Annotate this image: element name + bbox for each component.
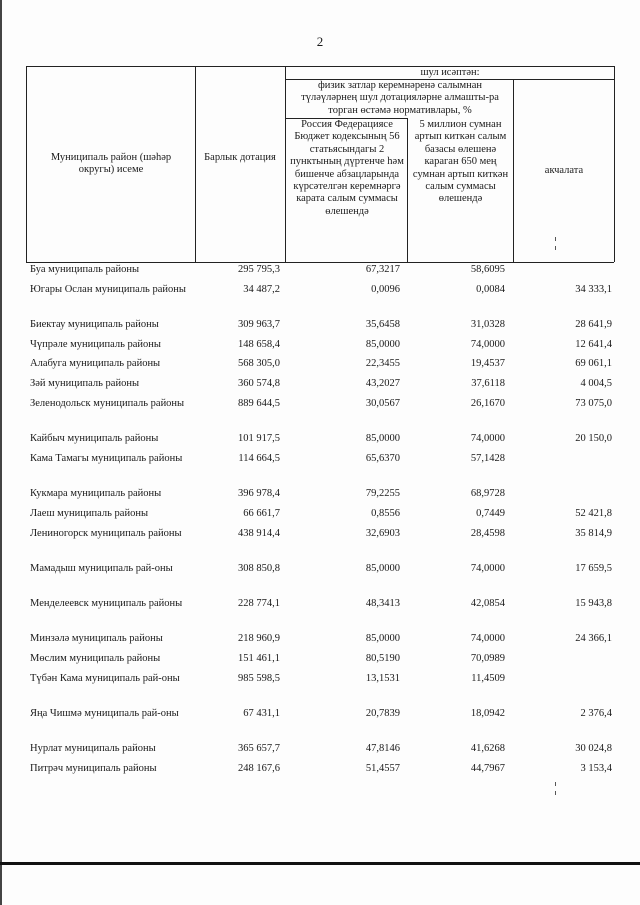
header-sub1: Россия Федерациясе Бюджет кодексының 56 статьясындагы 2 пунктының дүртенче һәм бишенче абзацларында күрсәтелгән керемнәргә карата салым суммасы өлешендә — [290, 119, 404, 217]
total-cell: 360 574,8 — [238, 378, 280, 389]
money-cell: 20 150,0 — [575, 433, 612, 444]
district-name: Лениногорск муниципаль районы — [30, 528, 182, 539]
district-name: Мөслим муниципаль районы — [30, 653, 161, 664]
header-sub2: 5 миллион сумнан артып киткән салым базасы өлешенә караган 650 мең сумнан артып киткән салым суммасы өлешендә — [412, 119, 509, 205]
header-group: шул исәптән: — [420, 67, 480, 78]
norm2-cell: 57,1428 — [470, 453, 505, 464]
total-cell: 66 661,7 — [243, 508, 280, 519]
district-name: Менделеевск муниципаль районы — [30, 598, 183, 609]
total-cell: 438 914,4 — [238, 528, 280, 539]
norm2-cell: 74,0000 — [470, 563, 505, 574]
money-cell: 4 004,5 — [580, 378, 612, 389]
header-money: акчалата — [544, 165, 584, 176]
money-cell: 52 421,8 — [575, 508, 612, 519]
total-cell: 309 963,7 — [238, 319, 280, 330]
norm1-cell: 51,4557 — [365, 763, 400, 774]
scan-speck — [555, 246, 556, 250]
money-cell: 73 075,0 — [575, 398, 612, 409]
norm1-cell: 47,8146 — [365, 743, 400, 754]
total-cell: 248 167,6 — [238, 763, 280, 774]
norm2-cell: 44,7967 — [470, 763, 505, 774]
header-name: Муниципаль район (шәһәр округы) исеме — [50, 152, 172, 176]
money-cell: 17 659,5 — [575, 563, 612, 574]
norm1-cell: 43,2027 — [365, 378, 400, 389]
norm1-cell: 65,6370 — [365, 453, 400, 464]
money-cell: 2 376,4 — [580, 708, 612, 719]
total-cell: 228 774,1 — [238, 598, 280, 609]
money-cell: 34 333,1 — [575, 284, 612, 295]
total-cell: 148 658,4 — [238, 339, 280, 350]
total-cell: 101 917,5 — [238, 433, 280, 444]
total-cell: 67 431,1 — [243, 708, 280, 719]
norm2-cell: 26,1670 — [470, 398, 505, 409]
district-name: Кама Тамагы муниципаль районы — [30, 453, 183, 464]
total-cell: 218 960,9 — [238, 633, 280, 644]
norm1-cell: 85,0000 — [365, 633, 400, 644]
norm2-cell: 74,0000 — [470, 433, 505, 444]
norm2-cell: 18,0942 — [470, 708, 505, 719]
norm1-cell: 20,7839 — [365, 708, 400, 719]
district-name: Алабуга муниципаль районы — [30, 358, 161, 369]
district-name: Буа муниципаль районы — [30, 264, 140, 275]
norm2-cell: 0,0084 — [476, 284, 505, 295]
scan-speck — [555, 782, 556, 786]
norm2-cell: 58,6095 — [470, 264, 505, 275]
norm2-cell: 31,0328 — [470, 319, 505, 330]
norm1-cell: 13,1531 — [365, 673, 400, 684]
total-cell: 889 644,5 — [238, 398, 280, 409]
norm2-cell: 41,6268 — [470, 743, 505, 754]
norm1-cell: 80,5190 — [365, 653, 400, 664]
norm2-cell: 28,4598 — [470, 528, 505, 539]
money-cell: 30 024,8 — [575, 743, 612, 754]
norm1-cell: 48,3413 — [365, 598, 400, 609]
money-cell: 28 641,9 — [575, 319, 612, 330]
page-number: 2 — [316, 34, 324, 49]
district-name: Биектау муниципаль районы — [30, 319, 159, 330]
norm2-cell: 68,9728 — [470, 488, 505, 499]
norm1-cell: 35,6458 — [365, 319, 400, 330]
scan-edge-left — [0, 0, 2, 905]
total-cell: 365 657,7 — [238, 743, 280, 754]
money-cell: 15 943,8 — [575, 598, 612, 609]
norm2-cell: 37,6118 — [471, 378, 505, 389]
money-cell: 35 814,9 — [575, 528, 612, 539]
district-name: Питрәч муниципаль районы — [30, 763, 157, 774]
norm2-cell: 70,0989 — [470, 653, 505, 664]
header-subgroup: физик затлар керемнәренә салымнан түләүләрнең шул дотацияләрне алмашты-ра торган өстәмә нормативлары, % — [301, 80, 499, 116]
norm1-cell: 85,0000 — [365, 339, 400, 350]
norm1-cell: 85,0000 — [365, 563, 400, 574]
district-name: Яңа Чишмә муниципаль рай-оны — [30, 708, 179, 719]
district-name: Кукмара муниципаль районы — [30, 488, 162, 499]
norm2-cell: 74,0000 — [470, 633, 505, 644]
total-cell: 308 850,8 — [238, 563, 280, 574]
norm2-cell: 19,4537 — [470, 358, 505, 369]
district-name: Нурлат муниципаль районы — [30, 743, 156, 754]
district-name: Мамадыш муниципаль рай-оны — [30, 563, 173, 574]
district-name: Зеленодольск муниципаль районы — [30, 398, 185, 409]
norm1-cell: 0,8556 — [371, 508, 400, 519]
total-cell: 151 461,1 — [238, 653, 280, 664]
district-name: Кайбыч муниципаль районы — [30, 433, 159, 444]
money-cell: 3 153,4 — [580, 763, 612, 774]
district-name: Лаеш муниципаль районы — [30, 508, 149, 519]
norm1-cell: 32,6903 — [365, 528, 400, 539]
money-cell: 12 641,4 — [575, 339, 612, 350]
total-cell: 295 795,3 — [238, 264, 280, 275]
norm1-cell: 67,3217 — [365, 264, 400, 275]
norm1-cell: 85,0000 — [365, 433, 400, 444]
total-cell: 985 598,5 — [238, 673, 280, 684]
norm2-cell: 0,7449 — [476, 508, 505, 519]
total-cell: 568 305,0 — [238, 358, 280, 369]
norm2-cell: 42,0854 — [470, 598, 505, 609]
district-name: Чүпрәле муниципаль районы — [30, 339, 161, 350]
money-cell: 24 366,1 — [575, 633, 612, 644]
district-name: Югары Ослан муниципаль районы — [30, 284, 186, 295]
norm2-cell: 74,0000 — [470, 339, 505, 350]
norm1-cell: 30,0567 — [365, 398, 400, 409]
scan-speck — [555, 791, 556, 795]
district-name: Минзәлә муниципаль районы — [30, 633, 163, 644]
district-name: Түбән Кама муниципаль рай-оны — [30, 673, 180, 684]
norm1-cell: 0,0096 — [371, 284, 400, 295]
norm2-cell: 11,4509 — [471, 673, 505, 684]
norm1-cell: 79,2255 — [365, 488, 400, 499]
money-cell: 69 061,1 — [575, 358, 612, 369]
norm1-cell: 22,3455 — [365, 358, 400, 369]
total-cell: 34 487,2 — [243, 284, 280, 295]
header-total: Барлык дотация — [204, 152, 276, 163]
scan-edge-bottom — [0, 862, 640, 865]
scan-speck — [555, 237, 556, 241]
total-cell: 396 978,4 — [238, 488, 280, 499]
total-cell: 114 664,5 — [238, 453, 280, 464]
district-name: Зәй муниципаль районы — [30, 378, 140, 389]
